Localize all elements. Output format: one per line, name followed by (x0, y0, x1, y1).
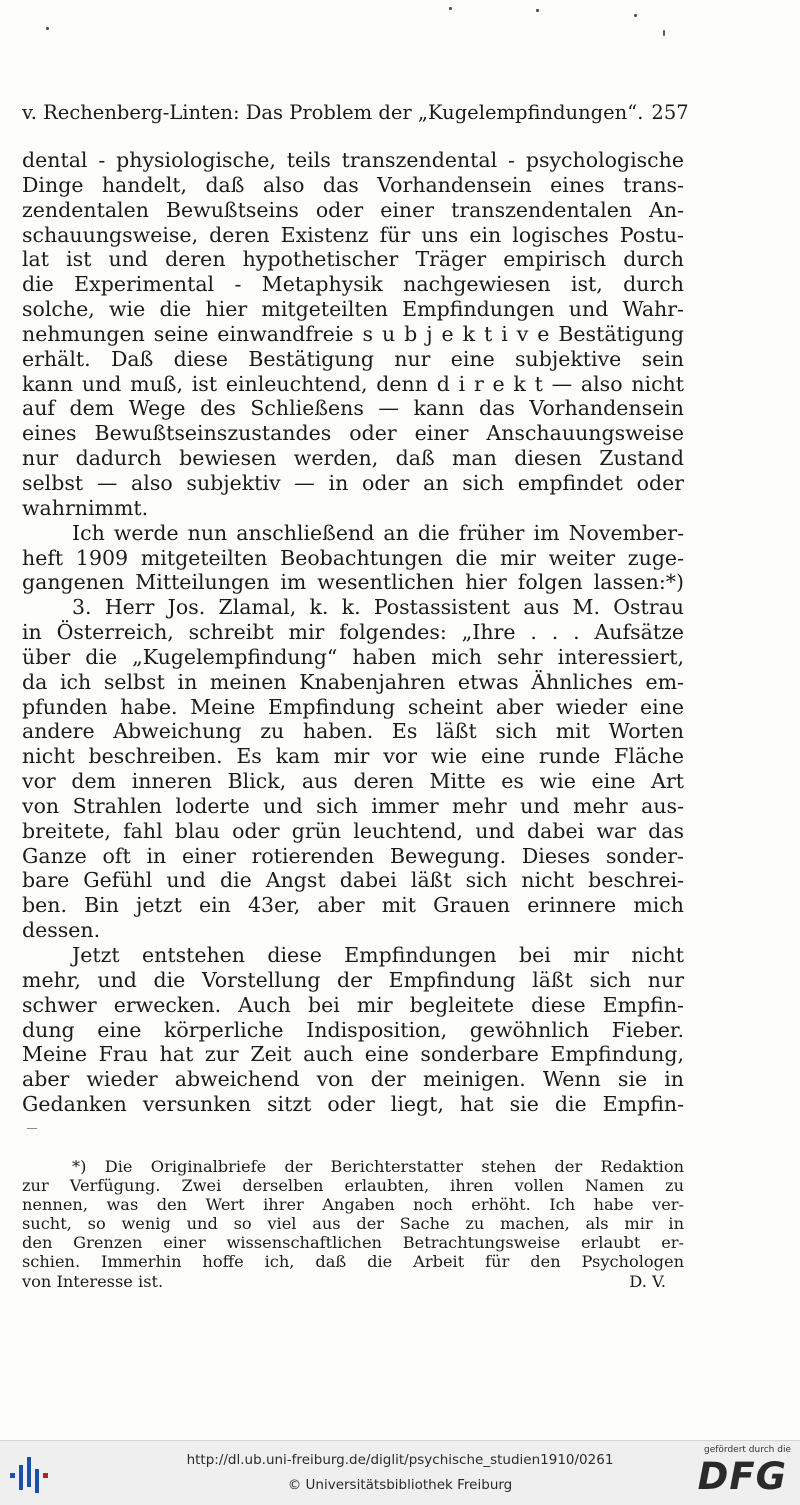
text-line: Jetzt entstehen diese Empfindungen bei mir nicht (72, 943, 684, 967)
text-line: ben. Bin jetzt ein 43er, aber mit Grauen erinnere mich (22, 893, 684, 918)
text-line: Gedanken versunken sitzt oder liegt, hat sie die Empfin- (22, 1092, 684, 1117)
text-line: eines Bewußtseinszustandes oder einer Anschauungsweise (22, 421, 684, 446)
footnote-line: *) Die Originalbriefe der Berichterstatter stehen der Redaktion (72, 1157, 684, 1176)
speck (634, 14, 637, 17)
dfg-logo: DFG (697, 1455, 787, 1498)
text-line: vor dem inneren Blick, aus deren Mitte es wie eine Art (22, 769, 684, 794)
text-line: zendentalen Bewußtseins oder einer transzendentalen An- (22, 197, 684, 222)
text-line: schauungsweise, deren Existenz für uns ein logisches Postu- (22, 222, 684, 247)
text-line: andere Abweichung zu haben. Es läßt sich mit Worten (22, 719, 684, 744)
footnote-line (22, 1272, 684, 1291)
text-line: aber wieder abweichend von der meinigen. Wenn sie in (22, 1067, 684, 1092)
copyright-notice: © Universitätsbibliothek Freiburg (287, 1477, 513, 1493)
text-line: breitete, fahl blau oder grün leuchtend, und dabei war das (22, 818, 684, 843)
text-line: dung eine körperliche Indisposition, gewöhnlich Fieber. (22, 1017, 684, 1042)
footnote-line: sucht, so wenig und so viel aus der Sache zu machen, als mir in (22, 1214, 684, 1234)
text-line: selbst — also subjektiv — in oder an sich empfindet oder (22, 470, 684, 495)
text-line: lat ist und deren hypothetischer Träger empirisch durch (22, 247, 684, 272)
text-line: solche, wie die hier mitgeteilten Empfindungen und Wahr- (22, 297, 684, 322)
footnote-line: zur Verfügung. Zwei derselben erlaubten, ihren vollen Namen zu (22, 1176, 684, 1196)
text-line: heft 1909 mitgeteilten Beobachtungen die mir weiter zuge- (22, 545, 684, 570)
speck (46, 27, 49, 30)
running-title: v. Rechenberg-Linten: Das Problem der „Kugelempfindungen“. (22, 101, 644, 124)
footnote-line: schien. Immerhin hoffe ich, daß die Arbeit für den Psychologen (22, 1252, 684, 1272)
text-line: nehmungen seine einwandfreie s u b j e k t i v e Bestätigung (22, 321, 684, 346)
text-line: Ganze oft in einer rotierenden Bewegung. Dieses sonder- (22, 843, 684, 868)
page-number: 257 (651, 101, 689, 124)
permalink-url[interactable]: http://dl.ub.uni-freiburg.de/diglit/psychische_studien1910/0261 (186, 1452, 614, 1468)
speck (536, 9, 539, 12)
text-line: in Österreich, schreibt mir folgendes: „Ihre . . . Aufsätze (22, 620, 684, 645)
dfg-caption: gefördert durch die (704, 1445, 791, 1455)
text-line: die Experimental - Metaphysik nachgewiesen ist, durch (22, 272, 684, 297)
footnote-line: nennen, was den Wert ihrer Angaben noch erhöht. Ich habe ver- (22, 1195, 684, 1215)
digitization-footer (0, 1440, 800, 1505)
text-line: 3. Herr Jos. Zlamal, k. k. Postassistent aus M. Ostrau (72, 595, 684, 620)
text-line: Ich werde nun anschließend an die früher im November- (72, 520, 684, 545)
footnote-rule (27, 1128, 37, 1129)
text-line: nicht beschreiben. Es kam mir vor wie eine runde Fläche (22, 744, 684, 769)
text-line: gangenen Mitteilungen im wesentlichen hier folgen lassen:*) (22, 570, 684, 595)
text-line: mehr, und die Vorstellung der Empfindung läßt sich nur (22, 967, 684, 992)
text-line: pfunden habe. Meine Empfindung scheint aber wieder eine (22, 694, 684, 719)
text-line: von Strahlen loderte und sich immer mehr und mehr aus- (22, 793, 684, 818)
footnote-line: den Grenzen einer wissenschaftlichen Betrachtungsweise erlaubt er- (22, 1233, 684, 1253)
text-line: Meine Frau hat zur Zeit auch eine sonderbare Empfindung, (22, 1042, 684, 1067)
scan-specks (0, 0, 800, 40)
body-text (22, 148, 684, 1117)
text-line: über die „Kugelempfindung“ haben mich sehr interessiert, (22, 644, 684, 669)
speck (663, 30, 665, 36)
text-line: dessen. (22, 918, 101, 943)
text-line: auf dem Wege des Schließens — kann das Vorhandensein (22, 396, 684, 421)
text-line: erhält. Daß diese Bestätigung nur eine subjektive sein (22, 346, 684, 371)
text-line: wahrnimmt. (22, 495, 149, 520)
text-line: schwer erwecken. Auch bei mir begleitete diese Empfin- (22, 992, 684, 1017)
text-line: Dinge handelt, daß also das Vorhandensein eines trans- (22, 172, 684, 197)
running-header (22, 101, 689, 124)
speck (449, 7, 452, 10)
footnote-text: von Interesse ist. (22, 1271, 164, 1291)
text-line: kann und muß, ist einleuchtend, denn d i r e k t — also nicht (22, 371, 684, 396)
text-line: da ich selbst in meinen Knabenjahren etwas Ähnliches em- (22, 669, 684, 694)
footnote-signature: D. V. (629, 1271, 666, 1291)
text-line: bare Gefühl und die Angst dabei läßt sich nicht beschrei- (22, 868, 684, 893)
text-line: nur dadurch bewiesen werden, daß man diesen Zustand (22, 446, 684, 471)
footnote (22, 1157, 684, 1291)
text-line: dental - physiologische, teils transzendental - psychologische (22, 148, 684, 172)
